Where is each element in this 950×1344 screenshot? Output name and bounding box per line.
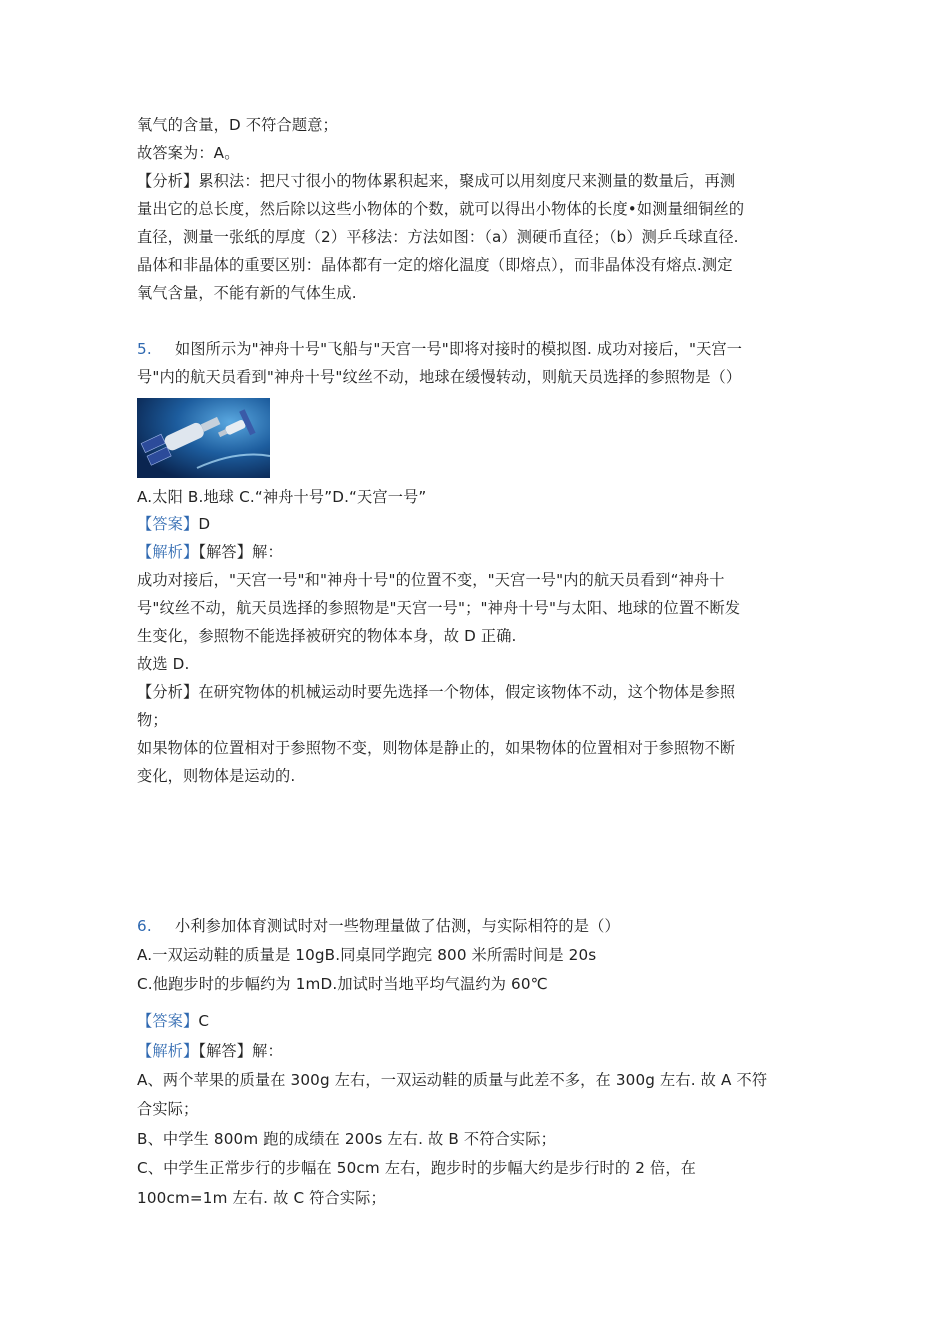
analysis-line: 【分析】累积法：把尺寸很小的物体累积起来，聚成可以用刻度尺来测量的数量后，再测: [137, 172, 736, 190]
explanation-tag: 【解析】: [137, 1042, 199, 1060]
explanation-line: 生变化，参照物不能选择被研究的物体本身，故 D 正确.: [137, 627, 517, 645]
question-5-stem: [137, 339, 827, 359]
explanation-line: 成功对接后，"天宫一号"和"神舟十号"的位置不变，"天宫一号"内的航天员看到“神舟十: [137, 571, 725, 589]
question-5-stem-cont: 号"内的航天员看到"神舟十号"纹丝不动，地球在缓慢转动，则航天员选择的参照物是（）: [137, 368, 742, 386]
analysis-line: 物；: [137, 711, 168, 729]
analysis-line: 变化，则物体是运动的.: [137, 767, 296, 785]
explanation-line: 号"纹丝不动，航天员选择的参照物是"天宫一号"；"神舟十号"与太阳、地球的位置不断发: [137, 599, 741, 617]
question-number: 5.: [137, 340, 152, 358]
question-6-stem: [137, 916, 827, 936]
analysis-line: 晶体和非晶体的重要区别：晶体都有一定的熔化温度（即熔点），而非晶体没有熔点.测定: [137, 256, 733, 274]
analysis-line: 直径，测量一张纸的厚度（2）平移法：方法如图：（a）测硬币直径；（b）测乒乓球直径.: [137, 228, 739, 246]
question-text: 如图所示为"神舟十号"飞船与"天宫一号"即将对接时的模拟图. 成功对接后，"天宫一: [175, 340, 743, 358]
question-number: 6.: [137, 917, 152, 935]
text-line: 故答案为：A。: [137, 144, 240, 162]
answer-line: [137, 1011, 827, 1031]
solution-tag: 【解答】解：: [198, 543, 283, 561]
answer-tag: 【答案】: [137, 1012, 199, 1030]
explanation-header: [137, 542, 827, 562]
answer-tag: 【答案】: [137, 515, 199, 533]
explanation-line: 故选 D.: [137, 655, 190, 673]
explanation-header: [137, 1041, 827, 1061]
answer-line: [137, 514, 827, 534]
explanation-line: A、两个苹果的质量在 300g 左右，一双运动鞋的质量与此差不多，在 300g 左右. 故 A 不符: [137, 1071, 768, 1089]
solution-tag: 【解答】解：: [198, 1042, 283, 1060]
answer-value: C: [198, 1012, 210, 1030]
analysis-line: 如果物体的位置相对于参照物不变，则物体是静止的，如果物体的位置相对于参照物不断: [137, 739, 736, 757]
explanation-tag: 【解析】: [137, 543, 199, 561]
spacecraft-docking-image: [137, 398, 270, 478]
explanation-line: C、中学生正常步行的步幅在 50cm 左右，跑步时的步幅大约是步行时的 2 倍，在: [137, 1159, 697, 1177]
question-text: 小利参加体育测试时对一些物理量做了估测，与实际相符的是（）: [175, 917, 620, 935]
answer-value: D: [198, 515, 211, 533]
analysis-line: 氧气含量，不能有新的气体生成.: [137, 284, 357, 302]
explanation-line: 合实际；: [137, 1100, 199, 1118]
question-5-options: A.太阳 B.地球 C.“神舟十号”D.“天宫一号”: [137, 488, 427, 506]
explanation-line: B、中学生 800m 跑的成绩在 200s 左右. 故 B 不符合实际；: [137, 1130, 556, 1148]
question-6-options-ab: A.一双运动鞋的质量是 10gB.同桌同学跑完 800 米所需时间是 20s: [137, 946, 597, 964]
question-6-options-cd: C.他跑步时的步幅约为 1mD.加试时当地平均气温约为 60℃: [137, 975, 548, 993]
text-line: 氧气的含量，D 不符合题意；: [137, 116, 338, 134]
analysis-line: 量出它的总长度，然后除以这些小物体的个数，就可以得出小物体的长度•如测量细铜丝的: [137, 200, 745, 218]
explanation-line: 100cm=1m 左右. 故 C 符合实际；: [137, 1189, 386, 1207]
analysis-line: 【分析】在研究物体的机械运动时要先选择一个物体，假定该物体不动，这个物体是参照: [137, 683, 736, 701]
